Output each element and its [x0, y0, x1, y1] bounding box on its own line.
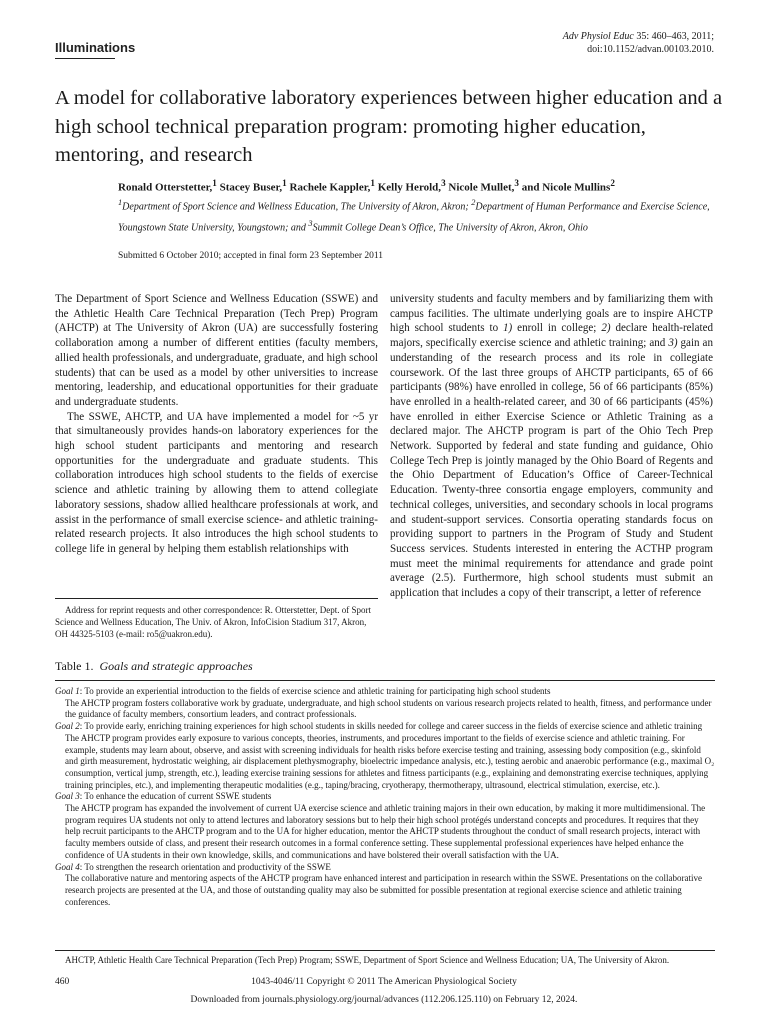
copyright-line: 1043-4046/11 Copyright © 2011 The American Physiological Society — [251, 977, 517, 987]
page-number: 460 — [55, 977, 70, 987]
body-right-column — [390, 292, 713, 601]
goal-title: : To strengthen the research orientation and productivity of the SSWE — [79, 861, 331, 872]
goal-description: The collaborative nature and mentoring aspects of the AHCTP program have enhanced interest and participation in research within the SSWE. Presentations on the collaborative research projects are presented at the UA, and those of outstanding quality may also be submitted for possible presentation at regional exercise science and athletic training conferences. — [65, 873, 702, 907]
affiliations — [118, 195, 718, 237]
author: Stacey Buser, — [219, 181, 283, 194]
header-rule — [55, 58, 115, 59]
affiliation: Department of Sport Science and Wellness Education, The University of Akron, Akron; — [122, 201, 472, 213]
doi[interactable]: doi:10.1152/advan.00103.2010. — [587, 44, 714, 55]
journal-name: Adv Physiol Educ — [562, 31, 634, 42]
paragraph: The Department of Sport Science and Wellness Education (SSWE) and the Athletic Health Care Technical Preparation (Tech Prep) Program (AHCTP) at The University of Akron (UA) are successfully fostering collaboration among a number of different entities (faculty members, allied health professionals, and undergraduate, graduate, and high school students) that can be used as a model by other universities to increase mentoring, leadership, and educational opportunities for their graduate and undergraduate students. — [55, 293, 378, 408]
text-run: declare health-related majors, specifically exercise science and athletic training; and — [390, 322, 713, 350]
affiliation: Summit College Dean’s Office, The University of Akron, Akron, Ohio — [312, 222, 588, 234]
goal-title: : To enhance the education of current SSWE students — [79, 791, 272, 802]
body-left-column — [55, 292, 378, 557]
goal-description: The AHCTP program provides early exposure to various concepts, theories, instruments, and procedures important to the fields of exercise science and athletic training. For example, students may learn about, observe, and assist with screening individuals for health risks before exercise testing and training, assessing body composition (e.g., skinfold and girth measurement, hydrostatic weighing, air displacement plethysmography, bioelectric impedance analysis, etc.), testing aerobic and anaerobic performance (e.g., maximal O₂ consumption, vertical jump, strength, etc.), leading exercise training sessions for athletes and fitness participants (e.g., explaining and demonstrating exercise techniques, applying training principles, etc.), and implementing therapeutic modalities (e.g., taping/bracing, cryotherapy, thermotherapy, ultrasound, electrical stimulation, exercise, etc.). — [65, 732, 715, 790]
affil-sup: 1 — [118, 198, 123, 207]
author-sup: 1 — [212, 178, 217, 188]
affiliation: Department of Human Performance and Exercise Science, Youngstown State University, Youngstown; and — [118, 201, 710, 234]
download-line: Downloaded from journals.physiology.org/journal/advances (112.206.125.110) on February 12, 2024. — [190, 995, 578, 1005]
goal-title: : To provide early, enriching training experiences for high school students in skills needed for college and career success in the fields of exercise science and athletic training — [79, 721, 703, 732]
table-label: Table 1. — [55, 659, 94, 673]
goal-label: Goal 2 — [55, 721, 80, 732]
author-sup: 3 — [441, 178, 446, 188]
author: and Nicole Mullins — [521, 181, 611, 194]
paragraph — [390, 292, 713, 601]
section-label: Illuminations — [55, 40, 136, 55]
citation-block — [563, 30, 714, 56]
table-footnote: AHCTP, Athletic Health Care Technical Preparation (Tech Prep) Program; SSWE, Department of Sport Science and Wellness Education; UA, The University of Akron. — [65, 955, 670, 965]
correspondence-footnote: Address for reprint requests and other correspondence: R. Otterstetter, Dept. of Sport Science and Wellness Education, The Univ. of Akron, InfoCision Stadium 317, Akron, OH 44325-5103 (e-mail: ro5@uakron.edu). — [55, 605, 372, 639]
table-top-rule — [55, 680, 715, 681]
table-row — [55, 791, 715, 803]
list-number: 2) — [601, 322, 611, 335]
list-number: 3) — [668, 337, 678, 350]
article-title: A model for collaborative laboratory experiences between higher education and a high school technical preparation program: promoting higher education, mentoring, and research — [55, 87, 723, 166]
text-run: enroll in college; — [512, 322, 602, 335]
goal-label: Goal 4 — [55, 861, 80, 872]
table-caption — [55, 659, 253, 674]
text-run: university students and faculty members and by familiarizing them with campus facilities. The ultimate underlying goals are to inspire AHCTP high school students to — [390, 293, 713, 335]
goal-title: : To provide an experiential introduction to the fields of exercise science and athletic training for participating high school students — [79, 686, 551, 696]
goal-description: The AHCTP program has expanded the involvement of current UA exercise science and athletic training majors in their own education, by making it more multidimensional. The program requires UA students not only to attend lectures and laboratory sessions but to help their high school protégés understand concepts and procedures. It requires that they help recruit participants to the AHCTP program and to the UA for higher education, mentor the AHCTP students throughout the conduct of small research projects, interact with faculty members outside of class, and present their research outcomes in a formal conference setting. These supplemental professional experiences have helped enhance the confidence of UA students in their own knowledge, skills, and communications and have bolstered their overall satisfaction with the UA. — [65, 803, 706, 860]
affil-sup: 2 — [471, 198, 476, 207]
table-row — [55, 686, 715, 698]
paragraph: The SSWE, AHCTP, and UA have implemented a model for ~5 yr that simultaneously provides hands-on laboratory experiences for the high school student participants and mentoring and research opportunities for the undergraduate and graduate students. This collaboration introduces high school students to the fields of exercise science and athletic training by allowing them to attend collegiate laboratory sessions, shadow allied healthcare professionals at work, and assist in the performance of small exercise science- and athletic training-related research projects. It also introduces the high school students to college life in general by helping them establish relationships with — [55, 410, 378, 555]
author-sup: 2 — [610, 178, 615, 188]
author-list — [118, 178, 718, 194]
author: Rachele Kappler, — [289, 181, 371, 194]
list-number: 1) — [503, 322, 513, 335]
affil-sup: 3 — [308, 218, 313, 228]
submission-dates: Submitted 6 October 2010; accepted in final form 23 September 2011 — [118, 251, 384, 261]
author: Kelly Herold, — [377, 181, 442, 194]
author: Nicole Mullet, — [448, 181, 515, 194]
author: Ronald Otterstetter, — [118, 181, 213, 194]
table-bottom-rule — [55, 950, 715, 951]
table-caption-text: Goals and strategic approaches — [99, 659, 253, 673]
table-row — [55, 721, 715, 733]
goals-table — [55, 686, 715, 908]
volume-pages: 35: 460–463, 2011; — [636, 31, 714, 42]
table-row — [55, 862, 715, 874]
footnote-rule — [55, 598, 378, 599]
author-sup: 1 — [370, 178, 375, 188]
goal-description: The AHCTP program fosters collaborative work by graduate, undergraduate, and high school students on various research projects related to health, fitness, and performance under the guidance of faculty members, consortium leaders, and contract professionals. — [65, 697, 712, 720]
author-sup: 1 — [282, 178, 287, 188]
goal-label: Goal 1 — [55, 686, 80, 696]
author-sup: 3 — [514, 178, 519, 188]
goal-label: Goal 3 — [55, 791, 80, 802]
text-run: gain an understanding of the research process and its role in collegiate coursework. Of the last three groups of AHCTP participants, 65 of 66 participants (98%) have enrolled in college, 56 of 66 participants (85%) have enrolled in a health-related career, and 30 of 66 participants (45%) have enrolled in either Exercise Science or Athletic Training as a declared major. The AHCTP program is part of the Ohio Tech Prep Network. Supported by federal and state funding and guidance, Ohio College Tech Prep is jointly managed by the Ohio Board of Regents and the Ohio Department of Education’s Office of Career-Technical Education. Twenty-three consortia engage employers, community and technical colleges, universities, and secondary schools in local programs and student-support services. Consortia operating standards focus on providing support to partners in the Program of Study and Student Success services. Students interested in entering the ACTHP program must meet the minimal requirements for attendance and grade point average (2.5). Furthermore, high school students must submit an application that includes a copy of their transcript, a letter of reference — [390, 337, 713, 600]
